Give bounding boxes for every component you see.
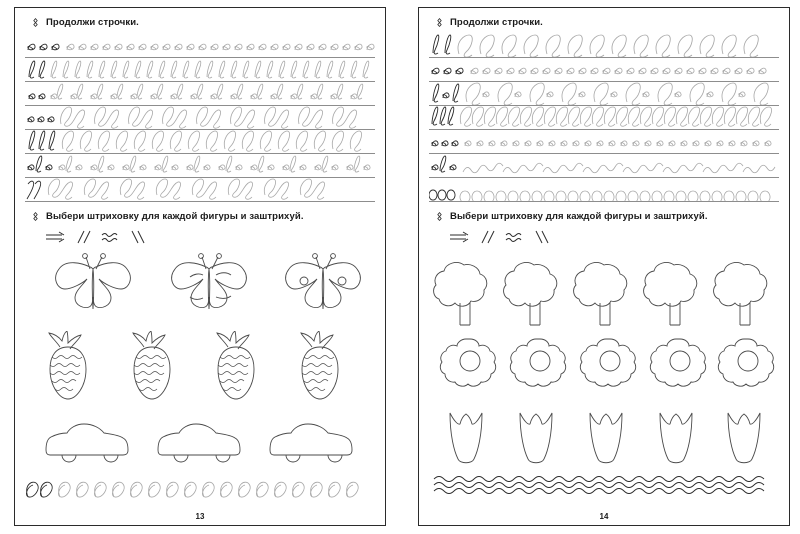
figure-row-trees[interactable] — [419, 249, 789, 331]
figure-row-cars[interactable] — [15, 417, 385, 467]
tracing-row[interactable] — [429, 34, 779, 58]
arrow-right-icon — [449, 230, 471, 244]
footer-loop-border-left — [15, 477, 385, 503]
tracing-row[interactable] — [429, 82, 779, 106]
diamond-bullet-icon — [31, 212, 40, 221]
tracing-row[interactable] — [25, 106, 375, 130]
figure-row-flowers[interactable] — [419, 335, 789, 401]
wave-icon — [505, 230, 525, 244]
page-frame-left — [14, 7, 386, 526]
task-text: Продолжи строчки. — [450, 16, 543, 28]
task-text: Выбери штриховку для каждой фигуры и заштрихуй. — [450, 210, 708, 222]
tracing-lines-right — [429, 34, 779, 202]
task-heading-1-right — [419, 14, 789, 30]
tracing-lines-left — [25, 34, 375, 202]
tracing-row[interactable] — [25, 130, 375, 154]
hatch-diagonal-reverse-icon — [130, 230, 146, 244]
tracing-row[interactable] — [25, 58, 375, 82]
task-heading-1-left — [15, 14, 385, 30]
task-heading-2-left — [15, 208, 385, 224]
hatching-legend-left — [15, 227, 385, 247]
diamond-bullet-icon — [31, 18, 40, 27]
diamond-bullet-icon — [435, 18, 444, 27]
footer-wave-border-right — [419, 473, 789, 495]
figure-row-butterflies[interactable] — [15, 249, 385, 327]
tracing-row[interactable] — [25, 82, 375, 106]
tracing-row[interactable] — [429, 178, 779, 202]
figure-row-raspberries[interactable] — [15, 331, 385, 403]
tracing-row[interactable] — [25, 178, 375, 202]
hatching-legend-right — [419, 227, 789, 247]
diamond-bullet-icon — [435, 212, 444, 221]
page-number-right: 14 — [599, 512, 609, 521]
tracing-row[interactable] — [429, 154, 779, 178]
tracing-row[interactable] — [25, 154, 375, 178]
hatch-diagonal-icon — [480, 230, 496, 244]
tracing-row[interactable] — [429, 58, 779, 82]
hatch-diagonal-reverse-icon — [534, 230, 550, 244]
task-text: Выбери штриховку для каждой фигуры и заштрихуй. — [46, 210, 304, 222]
worksheet-page-right — [400, 0, 800, 534]
tracing-row[interactable] — [25, 34, 375, 58]
tracing-row[interactable] — [429, 106, 779, 130]
hatch-diagonal-icon — [76, 230, 92, 244]
arrow-right-icon — [45, 230, 67, 244]
figure-row-tulips[interactable] — [419, 405, 789, 471]
task-text: Продолжи строчки. — [46, 16, 139, 28]
page-number-left: 13 — [195, 512, 205, 521]
tracing-row[interactable] — [429, 130, 779, 154]
task-heading-2-right — [419, 208, 789, 224]
page-frame-right — [418, 7, 790, 526]
wave-icon — [101, 230, 121, 244]
